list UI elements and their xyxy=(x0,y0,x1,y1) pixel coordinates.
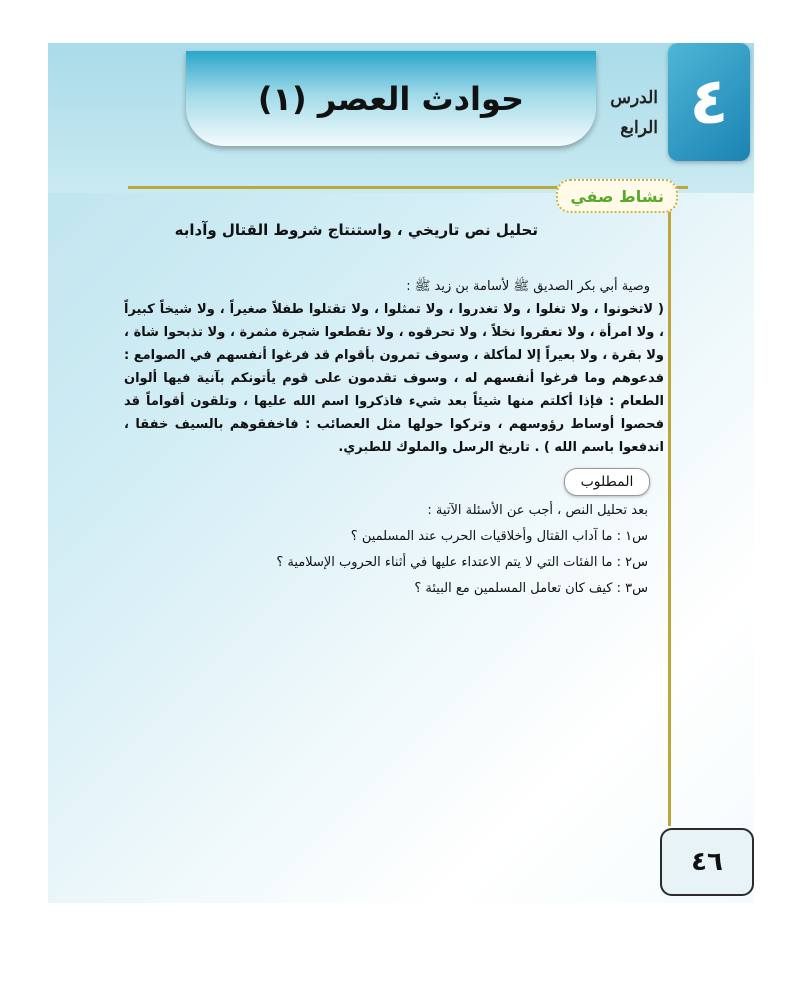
question-item: س٢ : ما الفئات التي لا يتم الاعتداء عليها في أثناء الحروب الإسلامية ؟ xyxy=(276,555,648,570)
lesson-label-line2: الرابع xyxy=(620,118,658,138)
lesson-title-box xyxy=(186,51,596,146)
question-item: س٣ : كيف كان تعامل المسلمين مع البيئة ؟ xyxy=(414,581,648,596)
activity-badge-label: نشاط صفي xyxy=(570,186,664,206)
book-page xyxy=(48,43,754,903)
lesson-label-line1: الدرس xyxy=(610,88,658,108)
source-text xyxy=(124,275,664,459)
required-label: المطلوب xyxy=(580,474,634,490)
questions-instruction: بعد تحليل النص ، أجب عن الأسئلة الآتية : xyxy=(427,503,648,518)
lesson-title: حوادث العصر (١) xyxy=(257,79,525,118)
page-number: ٤٦ xyxy=(691,847,723,877)
divider-vertical xyxy=(668,186,671,826)
source-intro: وصية أبي بكر الصديق ﷺ لأسامة بن زيد ﷺ : xyxy=(406,279,650,294)
questions-list xyxy=(258,498,648,602)
required-tab xyxy=(564,468,650,496)
activity-badge xyxy=(556,179,678,213)
page-number-box xyxy=(660,828,754,896)
question-item: س١ : ما آداب القتال وأخلاقيات الحرب عند المسلمين ؟ xyxy=(350,529,648,544)
lesson-number-badge: ٤ xyxy=(668,43,750,161)
source-quote: ( لاتخونوا ، ولا تغلوا ، ولا تغدروا ، ولا تمثلوا ، ولا تقتلوا طفلاً صغيراً ، ولا شيخاً كبيراً ، ولا امرأة ، ولا تعقروا نخلاً ، ولا تحرقوه ، ولا تقطعوا شجرة مثمرة ، ولا تذبحوا شاة ، ولا بقرة ، ولا بعيراً إلا لمأكلة ، وسوف تمرون بأقوام قد فرغوا أنفسهم في الصوامع : فدعوهم وما فرغوا أنفسهم له ، وسوف تقدمون على قوم يأتونكم بآنية فيها ألوان الطعام : فإذا أكلتم منها شيئاً بعد شيء فاذكروا اسم الله عليها ، وتلقون أقواماً قد فحصوا أوساط رؤوسهم ، وتركوا حولها مثل العصائب : فاخفقوهم بالسيف خفقا ، اندفعوا باسم الله ) . تاريخ الرسل والملوك للطبري. xyxy=(124,302,664,455)
activity-heading: تحليل نص تاريخي ، واستنتاج شروط القتال وآدابه xyxy=(174,221,538,239)
